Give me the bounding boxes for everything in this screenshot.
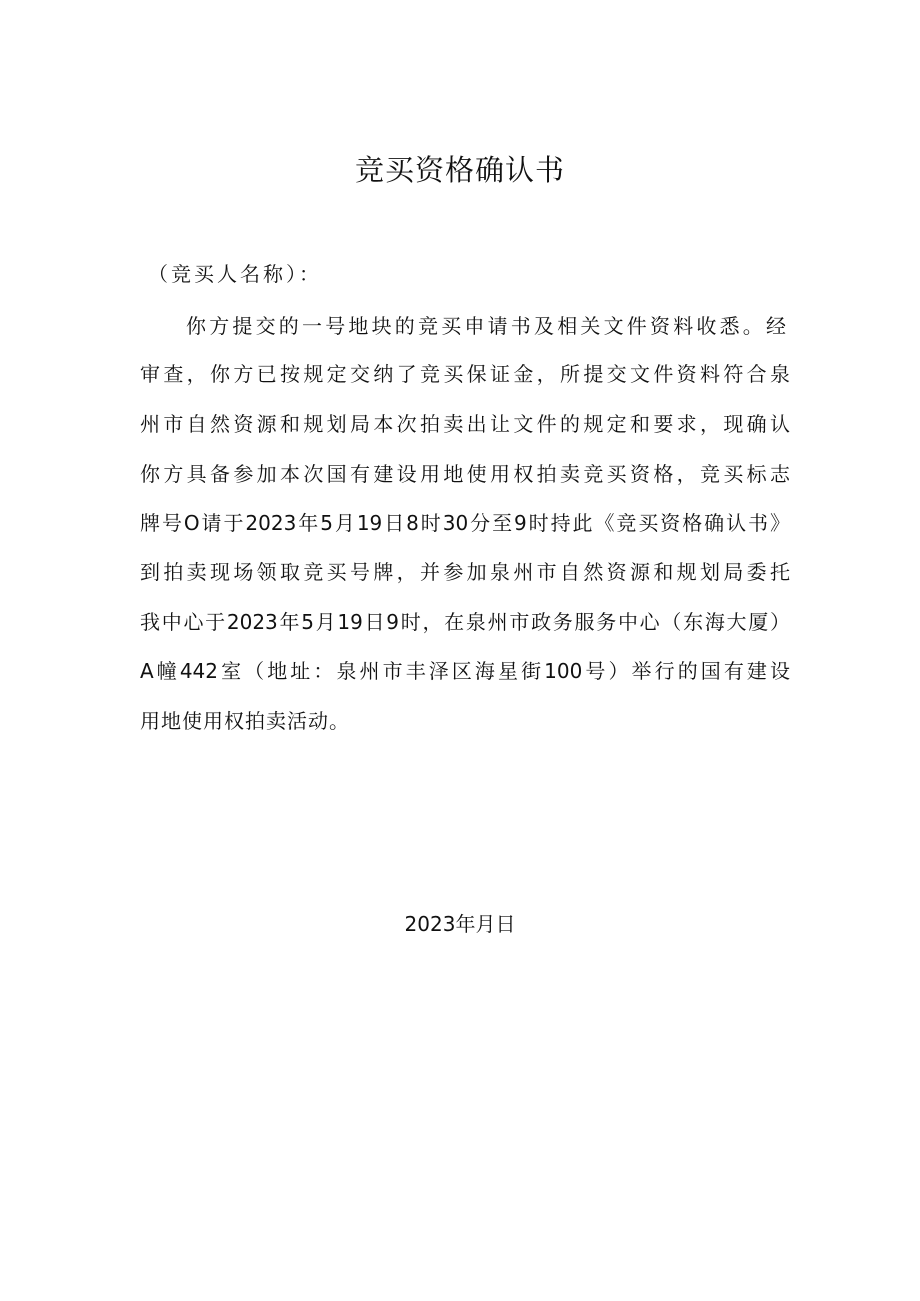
body-line-6: 到拍卖现场领取竞买号牌，并参加泉州市自然资源和规划局委托 [140,560,790,584]
body-line-1: 你方提交的一号地块的竞买申请书及相关文件资料收悉。经 [186,314,786,338]
body-line-8: A幢442室（地址：泉州市丰泽区海星街100号）举行的国有建设 [140,659,790,683]
body-line-5: 牌号O请于2023年5月19日8时30分至9时持此《竞买资格确认书》 [140,511,790,535]
body-line-7: 我中心于2023年5月19日9时，在泉州市政务服务中心（东海大厦） [140,610,790,634]
addressee-line: （竞买人名称）： [148,262,322,286]
document-date: 2023年月日 [404,912,516,936]
body-line-4: 你方具备参加本次国有建设用地使用权拍卖竞买资格，竞买标志 [140,462,790,486]
body-line-3: 州市自然资源和规划局本次拍卖出让文件的规定和要求，现确认 [140,412,790,436]
body-line-2: 审查，你方已按规定交纳了竞买保证金，所提交文件资料符合泉 [140,362,790,386]
body-line-9: 用地使用权拍卖活动。 [140,709,350,733]
document-title: 竞买资格确认书 [354,153,565,187]
